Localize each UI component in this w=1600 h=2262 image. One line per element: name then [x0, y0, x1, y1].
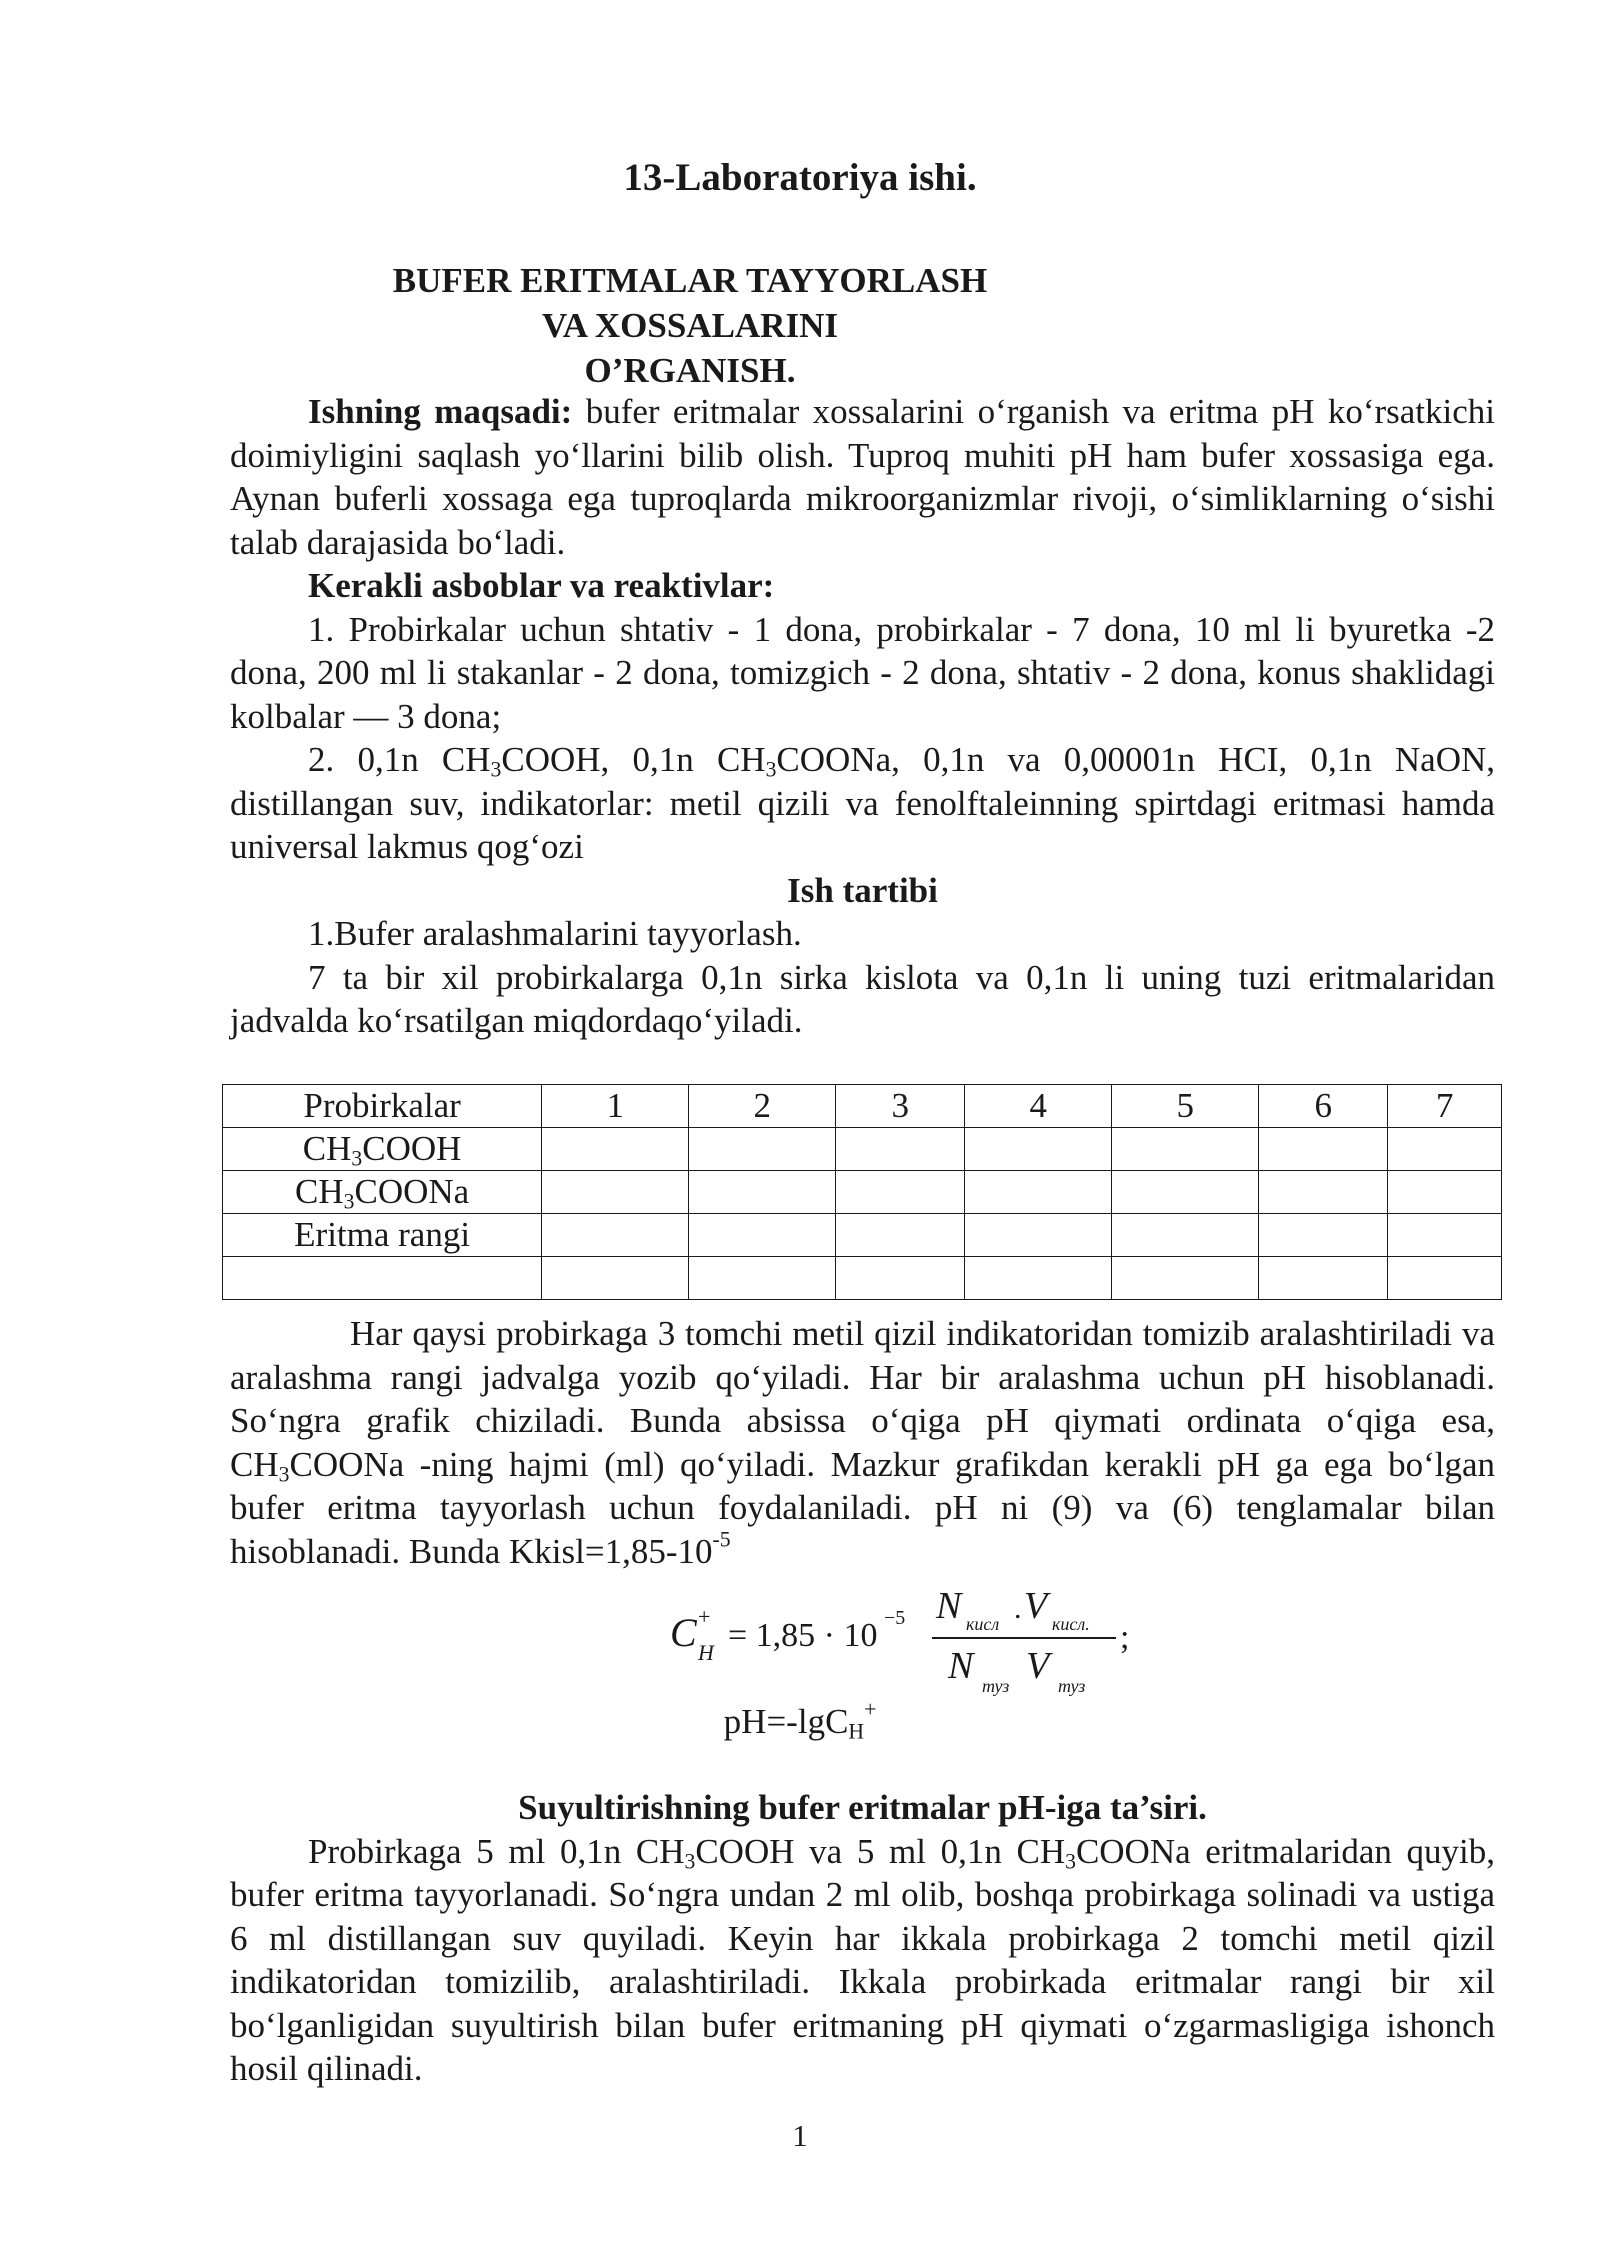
svg-text:−5: −5 — [884, 1607, 906, 1629]
table-cell — [1259, 1257, 1388, 1300]
svg-text:N: N — [936, 1585, 962, 1627]
aim-paragraph — [230, 390, 1495, 564]
equipment-item-1: 1. Probirkalar uchun shtativ - 1 dona, probirkalar - 7 dona, 10 ml li byuretka -2 dona, 200 ml li stakanlar - 2 dona, tomizgich - 2 dona, shtativ - 2 dona, konus shaklidagi kolbalar — 3 dona; — [230, 609, 1495, 736]
table-header-label: Probirkalar — [223, 1085, 542, 1128]
table-column-header: 7 — [1388, 1085, 1502, 1128]
hydrogen-ion-formula — [668, 1576, 1138, 1696]
aim-label: Ishning maqsadi: — [308, 392, 573, 431]
table-cell — [836, 1257, 965, 1300]
svg-text:туз: туз — [1058, 1676, 1086, 1696]
lab-title: 13-Laboratoriya ishi. — [623, 156, 977, 199]
table-cell — [836, 1128, 965, 1171]
svg-text:кисл: кисл — [966, 1614, 1000, 1634]
table-cell — [1259, 1171, 1388, 1214]
table-cell — [689, 1128, 836, 1171]
dilution-paragraph: Probirkaga 5 ml 0,1n $CH_3COOH$ va 5 ml 0,1n $CH_3COONa$ eritmalaridan quyib, bufer eritma tayyorlanadi. So‘ngra undan 2 ml olib, boshqa probirkaga solinadi va ustiga 6 ml distillangan suv quyiladi. Keyin har ikkala probirkaga 2 tomchi metil qizil indikatoridan tomizilib, aralashtiriladi. Ikkala probirkada eritmalar rangi bir xil bo‘lganligidan suyultirish bilan bufer eritmaning pH qiymati o‘zgarmasligiga ishonch hosil qilinadi. — [230, 1831, 1495, 2088]
dilution-heading: Suyultirishning bufer eritmalar pH-iga ta’siri. — [518, 1788, 1207, 1827]
table-cell — [1259, 1214, 1388, 1257]
ph-formula: pH=-lgC$_H$+ — [723, 1697, 877, 1744]
svg-text:H: H — [698, 1640, 714, 1665]
table-cell — [542, 1214, 689, 1257]
table-cell — [965, 1128, 1112, 1171]
svg-text:V: V — [1026, 1645, 1050, 1687]
row-label-acid: $CH_3COOH$ — [223, 1128, 542, 1171]
svg-text:.: . — [1014, 1592, 1022, 1625]
table-column-header: 2 — [689, 1085, 836, 1128]
row-label-color: Eritma rangi — [223, 1214, 542, 1257]
table-column-header: 5 — [1112, 1085, 1259, 1128]
after-table-paragraph: Har qaysi probirkaga 3 tomchi metil qizil indikatoridan tomizib aralashtiriladi va aralashma rangi jadvalga yozib qo‘yiladi. Har bir aralashma uchun pH hisoblanadi. So‘ngra grafik chiziladi. Bunda absissa o‘qiga pH qiymati ordinata o‘qiga esa, $CH_3COONa$ -ning hajmi (ml) qo‘yiladi. Mazkur grafikdan kerakli pH ga ega bo‘lgan bufer eritma tayyorlash uchun foydalaniladi. pH ni (9) va (6) tenglamalar bilan hisoblanadi. Bunda $Kkisl=1,85-10^{-5}$ — [230, 1314, 1495, 1571]
svg-text:C: C — [670, 1610, 697, 1655]
aim-text: bufer eritmalar xossalarini o‘rganish va eritma pH ko‘rsatkichi doimiyligini saqlash yo‘llarini bilib olish. Tuproq muhiti pH ham bufer xossasiga ega. Aynan buferli xossaga ega tuproqlarda mikroorganizmlar rivoji, o‘simliklarning o‘sishi talab darajasida bo‘ladi. — [230, 392, 1496, 562]
row-label-salt: $CH_3COONa$ — [223, 1171, 542, 1214]
table-column-header: 1 — [542, 1085, 689, 1128]
probirka-table — [222, 1084, 1502, 1300]
table-column-header: 4 — [965, 1085, 1112, 1128]
table-cell — [689, 1214, 836, 1257]
svg-text:V: V — [1024, 1585, 1048, 1627]
svg-text:;: ; — [1120, 1619, 1130, 1656]
table-cell — [1112, 1171, 1259, 1214]
body-text-top — [230, 390, 1495, 1043]
table-cell — [836, 1214, 965, 1257]
table-cell — [1112, 1257, 1259, 1300]
table-row — [223, 1128, 1502, 1171]
procedure-step-1: 1.Bufer aralashmalarini tayyorlash. — [308, 914, 802, 953]
body-text-after-table — [230, 1312, 1495, 1573]
equipment-heading: Kerakli asboblar va reaktivlar: — [308, 566, 775, 605]
page-number: 1 — [792, 2118, 808, 2153]
table-header-row — [223, 1085, 1502, 1128]
table-cell — [1112, 1214, 1259, 1257]
lab-subtitle — [390, 258, 990, 393]
table-cell — [836, 1171, 965, 1214]
table-cell — [542, 1171, 689, 1214]
table-column-header: 6 — [1259, 1085, 1388, 1128]
table-cell — [965, 1171, 1112, 1214]
table-cell — [965, 1257, 1112, 1300]
table-cell — [689, 1171, 836, 1214]
subtitle-line-1: BUFER ERITMALAR TAYYORLASH VA XOSSALARINI — [392, 261, 988, 345]
table-cell — [1388, 1257, 1502, 1300]
table-cell — [1259, 1128, 1388, 1171]
svg-text:кисл.: кисл. — [1052, 1614, 1090, 1634]
table-cell — [1112, 1128, 1259, 1171]
table-column-header: 3 — [836, 1085, 965, 1128]
equipment-item-2: 2. 0,1n $CH_3COOH$, 0,1n $CH_3COONa$, 0,1n va 0,00001n HCI, 0,1n NaON, distillangan suv, indikatorlar: metil qizili va fenolftaleinning spirtdagi eritmasi hamda universal lakmus qog‘ozi — [230, 740, 1496, 866]
table-cell — [689, 1257, 836, 1300]
table-cell — [965, 1214, 1112, 1257]
svg-text:N: N — [948, 1645, 974, 1687]
table-cell — [542, 1128, 689, 1171]
table-cell — [1388, 1128, 1502, 1171]
subtitle-line-2: O’RGANISH. — [584, 351, 796, 390]
dilution-section — [230, 1786, 1495, 2091]
table-cell — [1388, 1171, 1502, 1214]
procedure-step-1-text: 7 ta bir xil probirkalarga 0,1n sirka kislota va 0,1n li uning tuzi eritmalaridan jadvalda ko‘rsatilgan miqdordaqo‘yiladi. — [230, 957, 1495, 1040]
svg-text:+: + — [698, 1604, 711, 1629]
svg-text:= 1,85 · 10: = 1,85 · 10 — [728, 1617, 878, 1654]
table-cell — [223, 1257, 542, 1300]
table-row — [223, 1171, 1502, 1214]
table-row — [223, 1257, 1502, 1300]
table-row — [223, 1214, 1502, 1257]
procedure-heading: Ish tartibi — [787, 870, 938, 910]
svg-text:туз: туз — [982, 1676, 1010, 1696]
table-cell — [1388, 1214, 1502, 1257]
table-cell — [542, 1257, 689, 1300]
